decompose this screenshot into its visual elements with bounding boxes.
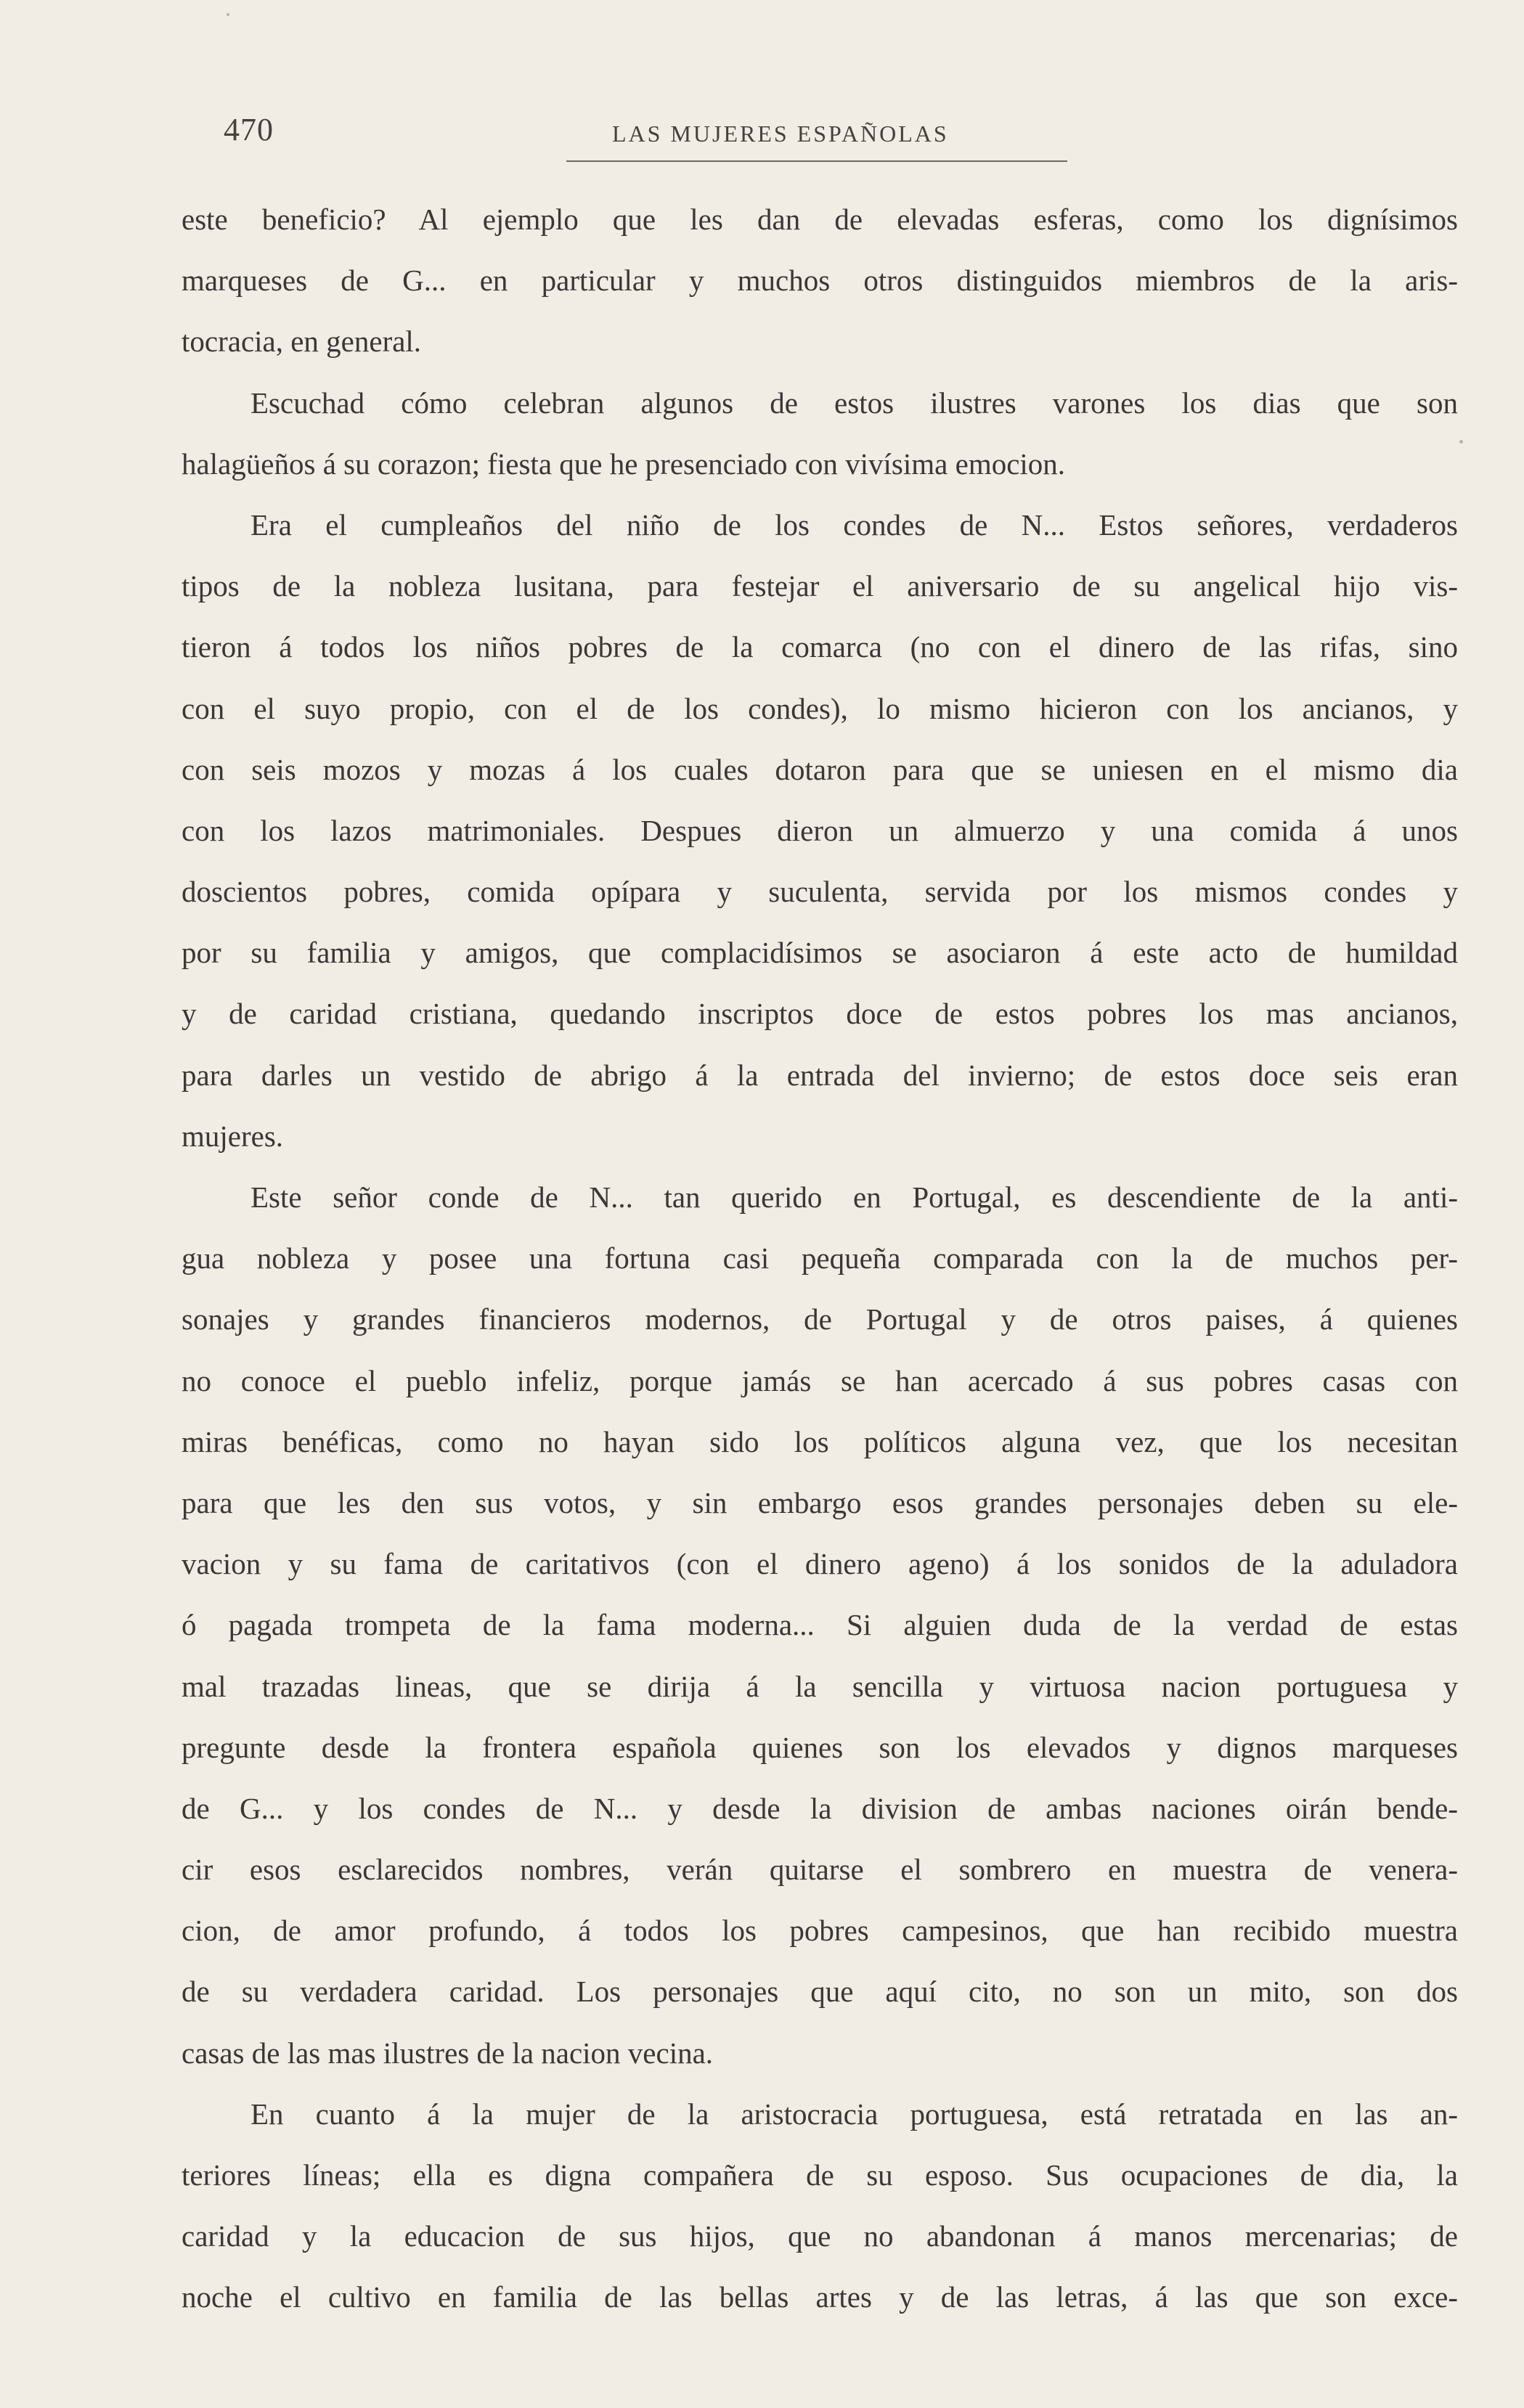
- text-line: tocracia, en general.: [182, 325, 422, 359]
- paragraph: [182, 2083, 1458, 2328]
- text-line: tipos de la nobleza lusitana, para festejar el aniversario de su angelical hijo vis-: [182, 569, 1458, 603]
- text-line: por su familia y amigos, que complacidísimos se asociaron á este acto de humildad: [182, 936, 1458, 970]
- text-line: doscientos pobres, comida opípara y suculenta, servida por los mismos condes y: [182, 875, 1458, 909]
- header-rule: [566, 160, 1067, 162]
- text-line: con seis mozos y mozas á los cuales dotaron para que se uniesen en el mismo dia: [182, 752, 1458, 786]
- paragraph: [182, 372, 1458, 494]
- text-line: este beneficio? Al ejemplo que les dan de elevadas esferas, como los dignísimos: [182, 203, 1458, 236]
- text-line: Escuchad cómo celebran algunos de estos ilustres varones los dias que son: [250, 385, 1458, 420]
- text-line: con el suyo propio, con el de los condes), lo mismo hicieron con los ancianos, y: [182, 691, 1458, 725]
- text-line: halagüeños á su corazon; fiesta que he presenciado con vivísima emocion.: [182, 446, 1066, 481]
- body-text: [182, 189, 1458, 2328]
- text-line: para que les den sus votos, y sin embargo esos grandes personajes deben su ele-: [182, 1485, 1458, 1519]
- text-line: miras benéficas, como no hayan sido los políticos alguna vez, que los necesitan: [182, 1424, 1458, 1458]
- text-line: con los lazos matrimoniales. Despues dieron un almuerzo y una comida á unos: [182, 813, 1458, 847]
- text-line: gua nobleza y posee una fortuna casi pequeña comparada con la de muchos per-: [182, 1241, 1458, 1276]
- text-line: En cuanto á la mujer de la aristocracia portuguesa, está retratada en las an-: [250, 2097, 1458, 2131]
- text-line: Era el cumpleaños del niño de los condes de N... Estos señores, verdaderos: [250, 507, 1458, 542]
- paper-speck: [1459, 440, 1463, 444]
- text-line: no conoce el pueblo infeliz, porque jamás se han acercado á sus pobres casas con: [182, 1363, 1458, 1397]
- text-line: mujeres.: [182, 1119, 284, 1153]
- text-line: de su verdadera caridad. Los personajes que aquí cito, no son un mito, son dos: [182, 1975, 1458, 2009]
- text-line: cir esos esclarecidos nombres, verán quitarse el sombrero en muestra de venera-: [182, 1853, 1458, 1887]
- text-line: y de caridad cristiana, quedando inscriptos doce de estos pobres los mas ancianos,: [182, 997, 1458, 1031]
- text-line: marqueses de G... en particular y muchos otros distinguidos miembros de la aris-: [182, 264, 1458, 298]
- text-line: Este señor conde de N... tan querido en Portugal, es descendiente de la anti-: [250, 1180, 1458, 1214]
- text-line: pregunte desde la frontera española quienes son los elevados y dignos marqueses: [182, 1730, 1458, 1764]
- text-line: de G... y los condes de N... y desde la division de ambas naciones oirán bende-: [182, 1791, 1458, 1825]
- paragraph: [182, 1167, 1458, 2083]
- paragraph: [182, 494, 1458, 1167]
- text-line: caridad y la educacion de sus hijos, que no abandonan á manos mercenarias; de: [182, 2219, 1458, 2253]
- text-line: para darles un vestido de abrigo á la entrada del invierno; de estos doce seis eran: [182, 1058, 1458, 1092]
- text-line: sonajes y grandes financieros modernos, de Portugal y de otros paises, á quienes: [182, 1302, 1458, 1336]
- text-line: noche el cultivo en familia de las bellas artes y de las letras, á las que son exce-: [182, 2280, 1458, 2314]
- text-line: ó pagada trompeta de la fama moderna... Si alguien duda de la verdad de estas: [182, 1608, 1458, 1642]
- paper-speck: [227, 13, 229, 16]
- text-line: teriores líneas; ella es digna compañera de su esposo. Sus ocupaciones de dia, la: [182, 2158, 1458, 2192]
- paragraph: [182, 189, 1458, 372]
- running-head: LAS MUJERES ESPAÑOLAS: [612, 121, 949, 147]
- page-number: 470: [224, 112, 274, 147]
- text-line: vacion y su fama de caritativos (con el dinero ageno) á los sonidos de la aduladora: [182, 1547, 1458, 1581]
- text-line: casas de las mas ilustres de la nacion vecina.: [182, 2036, 714, 2070]
- text-line: tieron á todos los niños pobres de la comarca (no con el dinero de las rifas, sino: [182, 630, 1458, 664]
- text-line: cion, de amor profundo, á todos los pobres campesinos, que han recibido muestra: [182, 1914, 1458, 1948]
- text-line: mal trazadas lineas, que se dirija á la sencilla y virtuosa nacion portuguesa y: [182, 1669, 1458, 1703]
